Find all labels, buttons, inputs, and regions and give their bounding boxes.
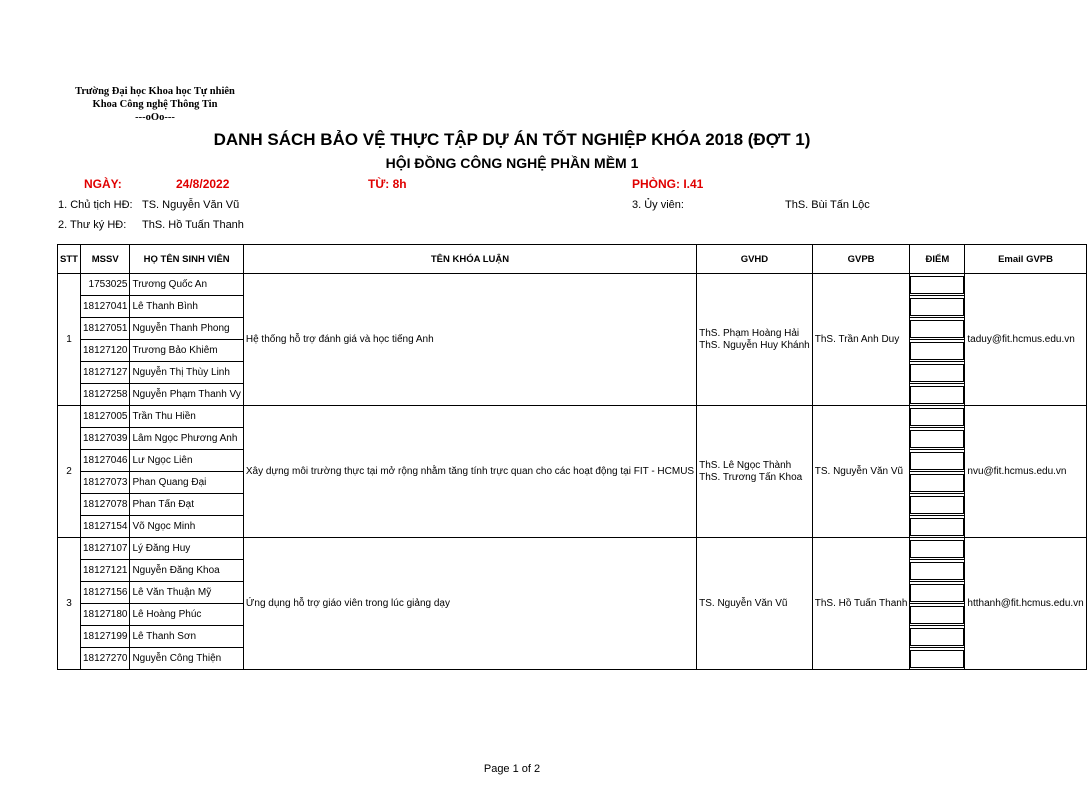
- student-name-cell: Nguyễn Công Thiện: [130, 648, 243, 670]
- score-cell[interactable]: [910, 362, 965, 384]
- gvhd-name: ThS. Phạm Hoàng Hải: [699, 327, 800, 339]
- score-input-box[interactable]: [910, 320, 964, 338]
- mssv-cell: 18127120: [80, 340, 130, 362]
- secretary-label: 2. Thư ký HĐ:: [58, 219, 127, 231]
- member-label: 3. Ủy viên:: [632, 199, 684, 211]
- student-name-cell: Trương Quốc An: [130, 274, 243, 296]
- stt-cell: 2: [58, 406, 81, 538]
- gvpb-cell: ThS. Hồ Tuấn Thanh: [812, 538, 910, 670]
- score-input-box[interactable]: [910, 276, 964, 294]
- col-header-thesis: TÊN KHÓA LUẬN: [243, 245, 696, 274]
- score-input-box[interactable]: [910, 364, 964, 382]
- score-input-box[interactable]: [910, 606, 964, 624]
- score-cell[interactable]: [910, 296, 965, 318]
- gvhd-name: ThS. Nguyễn Huy Khánh: [699, 339, 810, 351]
- mssv-cell: 18127078: [80, 494, 130, 516]
- mssv-cell: 18127041: [80, 296, 130, 318]
- score-cell[interactable]: [910, 582, 965, 604]
- score-cell[interactable]: [910, 648, 965, 670]
- score-input-box[interactable]: [910, 628, 964, 646]
- defense-table: [57, 244, 1087, 670]
- table-row: [58, 538, 1087, 560]
- col-header-gvhd: GVHD: [697, 245, 813, 274]
- mssv-cell: 18127258: [80, 384, 130, 406]
- student-name-cell: Lê Hoàng Phúc: [130, 604, 243, 626]
- score-cell[interactable]: [910, 274, 965, 296]
- score-cell[interactable]: [910, 516, 965, 538]
- student-name-cell: Trần Thu Hiền: [130, 406, 243, 428]
- school-name: Trường Đại học Khoa học Tự nhiên: [75, 86, 235, 97]
- student-name-cell: Phan Tấn Đạt: [130, 494, 243, 516]
- gvhd-cell: [697, 274, 813, 406]
- student-name-cell: Nguyễn Thị Thùy Linh: [130, 362, 243, 384]
- member-name: ThS. Bùi Tấn Lộc: [785, 199, 870, 211]
- score-input-box[interactable]: [910, 518, 964, 536]
- thesis-cell: Ứng dụng hỗ trợ giáo viên trong lúc giảng dạy: [243, 538, 696, 670]
- score-cell[interactable]: [910, 538, 965, 560]
- student-name-cell: Võ Ngọc Minh: [130, 516, 243, 538]
- col-header-student-name: HỌ TÊN SINH VIÊN: [130, 245, 243, 274]
- score-input-box[interactable]: [910, 452, 964, 470]
- student-name-cell: Lê Thanh Bình: [130, 296, 243, 318]
- student-name-cell: Phan Quang Đại: [130, 472, 243, 494]
- gvhd-name: TS. Nguyễn Văn Vũ: [699, 597, 788, 609]
- mssv-cell: 1753025: [80, 274, 130, 296]
- score-input-box[interactable]: [910, 474, 964, 492]
- secretary-name: ThS. Hồ Tuấn Thanh: [142, 219, 244, 231]
- stt-cell: 1: [58, 274, 81, 406]
- col-header-email: Email GVPB: [965, 245, 1086, 274]
- gvhd-name: ThS. Lê Ngọc Thành: [699, 459, 792, 471]
- student-name-cell: Nguyễn Thanh Phong: [130, 318, 243, 340]
- gvhd-cell: [697, 538, 813, 670]
- score-input-box[interactable]: [910, 584, 964, 602]
- score-cell[interactable]: [910, 450, 965, 472]
- email-cell: nvu@fit.hcmus.edu.vn: [965, 406, 1086, 538]
- mssv-cell: 18127046: [80, 450, 130, 472]
- score-cell[interactable]: [910, 428, 965, 450]
- gvpb-cell: ThS. Trần Anh Duy: [812, 274, 910, 406]
- score-input-box[interactable]: [910, 342, 964, 360]
- score-cell[interactable]: [910, 318, 965, 340]
- col-header-gvpb: GVPB: [812, 245, 910, 274]
- score-cell[interactable]: [910, 604, 965, 626]
- gvhd-name: ThS. Trương Tấn Khoa: [699, 471, 803, 483]
- mssv-cell: 18127039: [80, 428, 130, 450]
- student-name-cell: Nguyễn Đăng Khoa: [130, 560, 243, 582]
- student-name-cell: Lê Văn Thuận Mỹ: [130, 582, 243, 604]
- mssv-cell: 18127180: [80, 604, 130, 626]
- time-value: TỪ: 8h: [368, 177, 407, 191]
- score-input-box[interactable]: [910, 298, 964, 316]
- chair-label: 1. Chủ tịch HĐ:: [58, 199, 133, 211]
- score-input-box[interactable]: [910, 540, 964, 558]
- col-header-stt: STT: [58, 245, 81, 274]
- email-cell: htthanh@fit.hcmus.edu.vn: [965, 538, 1086, 670]
- mssv-cell: 18127156: [80, 582, 130, 604]
- student-name-cell: Lâm Ngọc Phương Anh: [130, 428, 243, 450]
- student-name-cell: Lê Thanh Sơn: [130, 626, 243, 648]
- score-input-box[interactable]: [910, 650, 964, 668]
- score-input-box[interactable]: [910, 386, 964, 404]
- thesis-cell: Xây dựng môi trường thực tại mở rộng nhằm tăng tính trực quan cho các hoạt động tại FIT - HCMUS: [243, 406, 696, 538]
- col-header-mssv: MSSV: [80, 245, 130, 274]
- room-value: PHÒNG: I.41: [632, 177, 704, 191]
- score-cell[interactable]: [910, 406, 965, 428]
- student-name-cell: Trương Bảo Khiêm: [130, 340, 243, 362]
- score-input-box[interactable]: [910, 496, 964, 514]
- table-row: [58, 406, 1087, 428]
- mssv-cell: 18127199: [80, 626, 130, 648]
- student-name-cell: Lư Ngọc Liên: [130, 450, 243, 472]
- mssv-cell: 18127005: [80, 406, 130, 428]
- page-subtitle: HỘI ĐỒNG CÔNG NGHỆ PHẦN MỀM 1: [385, 155, 639, 171]
- mssv-cell: 18127121: [80, 560, 130, 582]
- mssv-cell: 18127154: [80, 516, 130, 538]
- student-name-cell: Lý Đăng Huy: [130, 538, 243, 560]
- mssv-cell: 18127270: [80, 648, 130, 670]
- mssv-cell: 18127051: [80, 318, 130, 340]
- thesis-cell: Hệ thống hỗ trợ đánh giá và học tiếng Anh: [243, 274, 696, 406]
- score-input-box[interactable]: [910, 430, 964, 448]
- page-title: DANH SÁCH BẢO VỆ THỰC TẬP DỰ ÁN TỐT NGHIỆP KHÓA 2018 (ĐỢT 1): [213, 130, 811, 149]
- table-row: [58, 274, 1087, 296]
- faculty-name: Khoa Công nghệ Thông Tin: [92, 99, 218, 110]
- score-input-box[interactable]: [910, 408, 964, 426]
- ornament: ---oOo---: [135, 112, 175, 123]
- email-cell: taduy@fit.hcmus.edu.vn: [965, 274, 1086, 406]
- mssv-cell: 18127073: [80, 472, 130, 494]
- student-name-cell: Nguyễn Phạm Thanh Vy: [130, 384, 243, 406]
- score-cell[interactable]: [910, 494, 965, 516]
- stt-cell: 3: [58, 538, 81, 670]
- mssv-cell: 18127107: [80, 538, 130, 560]
- score-cell[interactable]: [910, 560, 965, 582]
- score-cell[interactable]: [910, 384, 965, 406]
- chair-name: TS. Nguyễn Văn Vũ: [142, 199, 240, 211]
- score-cell[interactable]: [910, 626, 965, 648]
- date-value: 24/8/2022: [176, 177, 230, 191]
- gvhd-cell: [697, 406, 813, 538]
- col-header-score: ĐIỂM: [910, 245, 965, 274]
- date-label: NGÀY:: [84, 177, 122, 191]
- page-number: Page 1 of 2: [483, 763, 541, 775]
- score-cell[interactable]: [910, 472, 965, 494]
- mssv-cell: 18127127: [80, 362, 130, 384]
- gvpb-cell: TS. Nguyễn Văn Vũ: [812, 406, 910, 538]
- score-input-box[interactable]: [910, 562, 964, 580]
- score-cell[interactable]: [910, 340, 965, 362]
- table-header-row: [58, 245, 1087, 274]
